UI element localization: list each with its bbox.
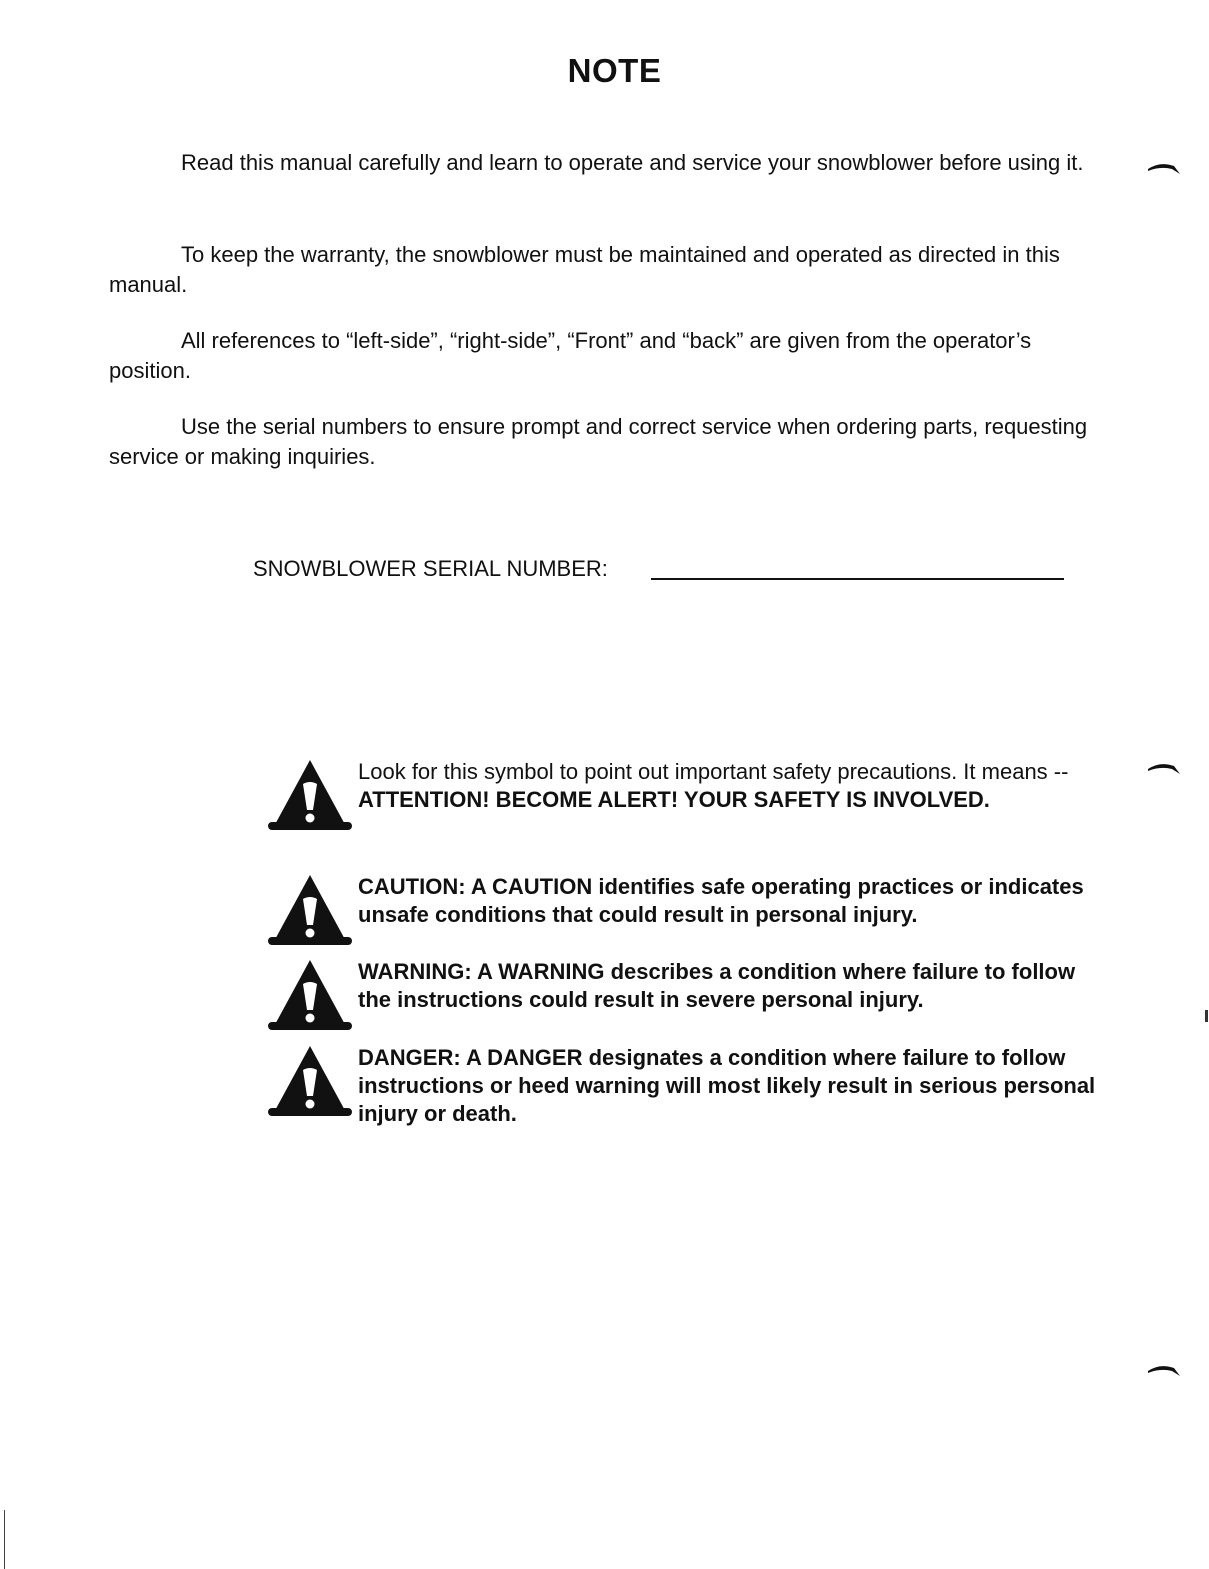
page-title: NOTE (567, 52, 662, 89)
note-paragraph-warranty: To keep the warranty, the snowblower must be maintained and operated as directed in this manual. (109, 242, 1060, 297)
warning-triangle-icon (268, 758, 352, 834)
warning-triangle-icon (268, 958, 352, 1034)
serial-number-blank-line[interactable] (651, 578, 1064, 580)
note-paragraph-serial-numbers: Use the serial numbers to ensure prompt and correct service when ordering parts, requesting service or making inquiries. (109, 414, 1088, 469)
safety-alert-plain: Look for this symbol to point out important safety precautions. It means -- (358, 759, 1069, 784)
caution-text: CAUTION: A CAUTION identifies safe operating practices or indicates unsafe conditions that could result in personal injury. (358, 874, 1084, 927)
safety-alert-bold: ATTENTION! BECOME ALERT! YOUR SAFETY IS INVOLVED. (358, 787, 990, 812)
safety-alert-text (358, 758, 1098, 814)
warning-triangle-icon (268, 1044, 352, 1120)
note-paragraph-orientation: All references to “left-side”, “right-side”, “Front” and “back” are given from the operator’s position. (109, 328, 1032, 383)
scan-edge-mark (4, 1510, 5, 1569)
warning-triangle-icon (268, 873, 352, 949)
binder-hole-mark (1146, 760, 1182, 776)
danger-text: DANGER: A DANGER designates a condition where failure to follow instructions or heed warning will most likely result in serious personal injury or death. (358, 1045, 1096, 1126)
serial-number-label: SNOWBLOWER SERIAL NUMBER: (253, 556, 608, 581)
binder-hole-mark (1146, 160, 1182, 176)
binder-hole-mark (1146, 1362, 1182, 1378)
warning-text: WARNING: A WARNING describes a condition where failure to follow the instructions could result in severe personal injury. (358, 959, 1076, 1012)
note-paragraph-read-manual: Read this manual carefully and learn to operate and service your snowblower before using it. (181, 150, 1084, 175)
scan-edge-mark (1205, 1010, 1208, 1022)
